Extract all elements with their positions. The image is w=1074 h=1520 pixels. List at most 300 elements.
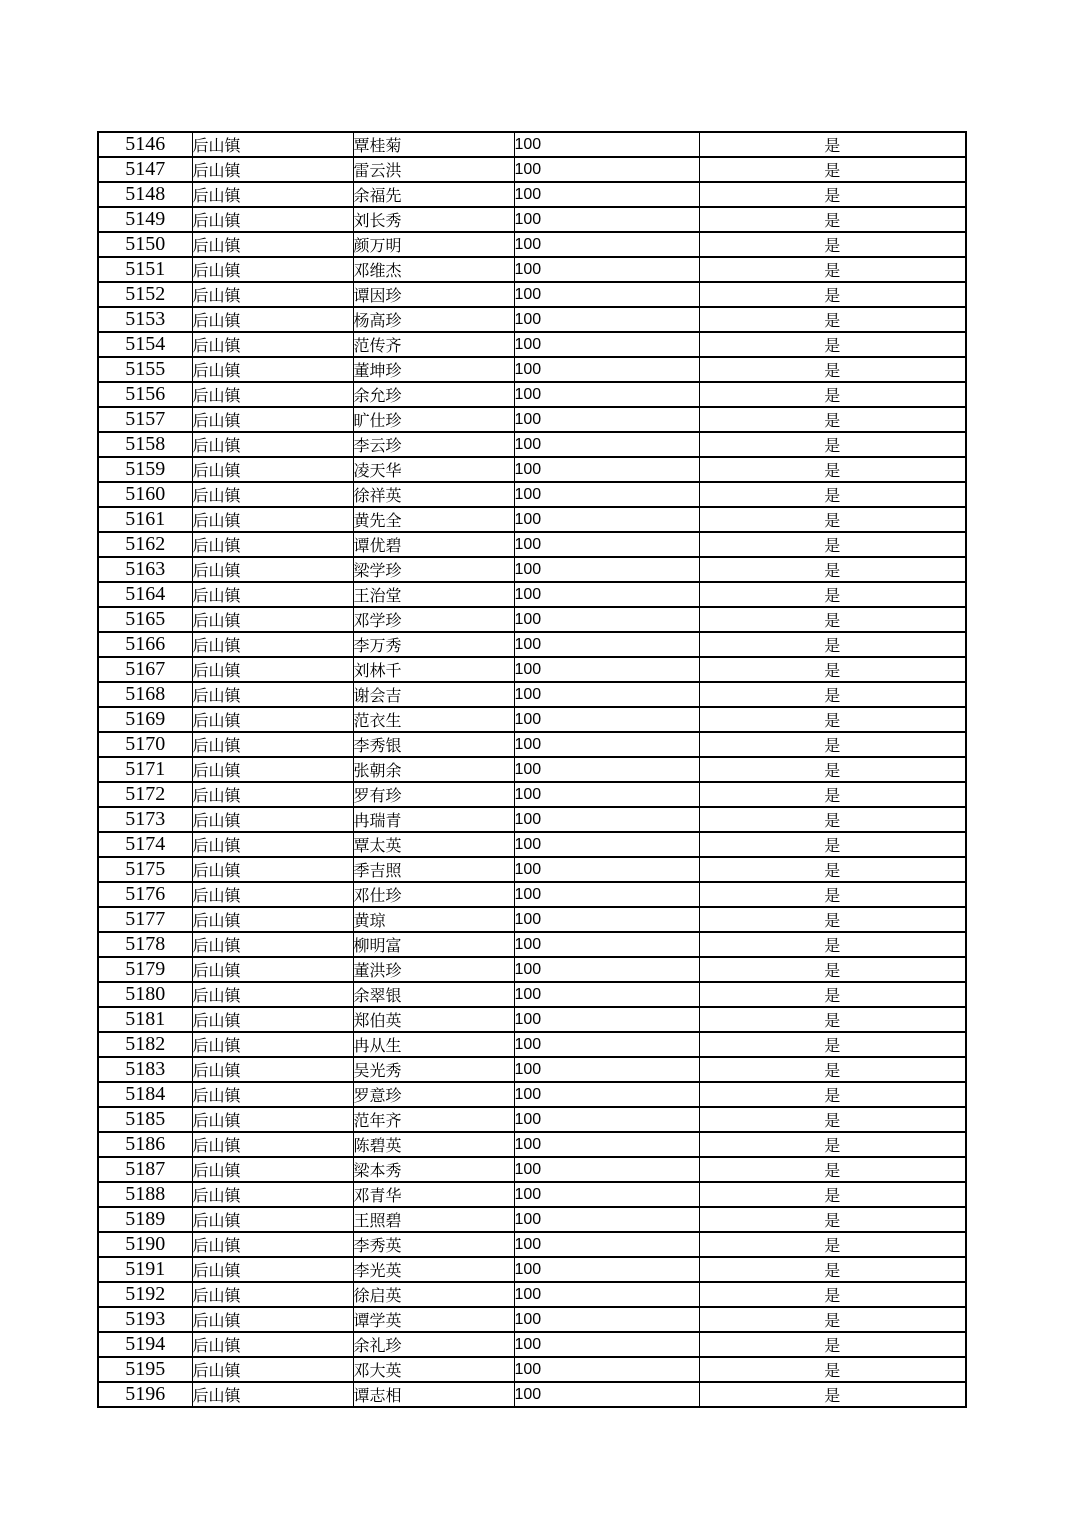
cell-yes-flag: 是 <box>699 232 966 257</box>
cell-town-name: 后山镇 <box>192 1007 353 1032</box>
cell-town-name: 后山镇 <box>192 1057 353 1082</box>
cell-record-number: 5187 <box>98 1157 192 1182</box>
cell-yes-flag: 是 <box>699 1182 966 1207</box>
cell-yes-flag: 是 <box>699 607 966 632</box>
table-row <box>98 1357 966 1382</box>
cell-score-value: 100 <box>514 982 699 1007</box>
cell-person-name: 梁本秀 <box>353 1157 514 1182</box>
cell-yes-flag: 是 <box>699 882 966 907</box>
cell-yes-flag: 是 <box>699 632 966 657</box>
cell-person-name: 覃桂菊 <box>353 132 514 157</box>
table-row <box>98 532 966 557</box>
cell-person-name: 刘林千 <box>353 657 514 682</box>
cell-record-number: 5166 <box>98 632 192 657</box>
cell-score-value: 100 <box>514 607 699 632</box>
cell-score-value: 100 <box>514 557 699 582</box>
cell-town-name: 后山镇 <box>192 1082 353 1107</box>
cell-record-number: 5184 <box>98 1082 192 1107</box>
table-row <box>98 682 966 707</box>
cell-town-name: 后山镇 <box>192 157 353 182</box>
cell-record-number: 5170 <box>98 732 192 757</box>
cell-score-value: 100 <box>514 732 699 757</box>
cell-town-name: 后山镇 <box>192 907 353 932</box>
cell-town-name: 后山镇 <box>192 707 353 732</box>
cell-person-name: 余福先 <box>353 182 514 207</box>
cell-town-name: 后山镇 <box>192 832 353 857</box>
cell-yes-flag: 是 <box>699 257 966 282</box>
cell-town-name: 后山镇 <box>192 182 353 207</box>
cell-score-value: 100 <box>514 882 699 907</box>
cell-score-value: 100 <box>514 932 699 957</box>
table-row <box>98 807 966 832</box>
cell-yes-flag: 是 <box>699 432 966 457</box>
cell-person-name: 雷云洪 <box>353 157 514 182</box>
cell-town-name: 后山镇 <box>192 1282 353 1307</box>
cell-record-number: 5194 <box>98 1332 192 1357</box>
table-row <box>98 607 966 632</box>
cell-town-name: 后山镇 <box>192 582 353 607</box>
table-row <box>98 482 966 507</box>
table-row <box>98 982 966 1007</box>
cell-person-name: 王照碧 <box>353 1207 514 1232</box>
table-row <box>98 632 966 657</box>
cell-yes-flag: 是 <box>699 1357 966 1382</box>
cell-yes-flag: 是 <box>699 182 966 207</box>
cell-person-name: 董洪珍 <box>353 957 514 982</box>
table-row <box>98 757 966 782</box>
cell-score-value: 100 <box>514 232 699 257</box>
cell-record-number: 5175 <box>98 857 192 882</box>
cell-person-name: 李云珍 <box>353 432 514 457</box>
table-row <box>98 832 966 857</box>
cell-yes-flag: 是 <box>699 932 966 957</box>
cell-score-value: 100 <box>514 182 699 207</box>
table-row <box>98 407 966 432</box>
cell-record-number: 5146 <box>98 132 192 157</box>
cell-yes-flag: 是 <box>699 382 966 407</box>
cell-yes-flag: 是 <box>699 157 966 182</box>
table-row <box>98 1207 966 1232</box>
cell-record-number: 5186 <box>98 1132 192 1157</box>
table-row <box>98 782 966 807</box>
cell-town-name: 后山镇 <box>192 207 353 232</box>
cell-record-number: 5151 <box>98 257 192 282</box>
table-row <box>98 1232 966 1257</box>
cell-town-name: 后山镇 <box>192 882 353 907</box>
cell-record-number: 5176 <box>98 882 192 907</box>
cell-yes-flag: 是 <box>699 557 966 582</box>
cell-town-name: 后山镇 <box>192 532 353 557</box>
cell-person-name: 梁学珍 <box>353 557 514 582</box>
cell-record-number: 5171 <box>98 757 192 782</box>
cell-record-number: 5189 <box>98 1207 192 1232</box>
cell-record-number: 5161 <box>98 507 192 532</box>
table-row <box>98 1282 966 1307</box>
cell-person-name: 李秀英 <box>353 1232 514 1257</box>
cell-person-name: 谢会吉 <box>353 682 514 707</box>
cell-record-number: 5177 <box>98 907 192 932</box>
cell-yes-flag: 是 <box>699 282 966 307</box>
cell-town-name: 后山镇 <box>192 307 353 332</box>
table-row <box>98 957 966 982</box>
table-row <box>98 707 966 732</box>
cell-record-number: 5190 <box>98 1232 192 1257</box>
cell-person-name: 黄琼 <box>353 907 514 932</box>
cell-record-number: 5169 <box>98 707 192 732</box>
table-row <box>98 132 966 157</box>
cell-town-name: 后山镇 <box>192 432 353 457</box>
cell-record-number: 5183 <box>98 1057 192 1082</box>
table-row <box>98 232 966 257</box>
cell-record-number: 5150 <box>98 232 192 257</box>
cell-record-number: 5195 <box>98 1357 192 1382</box>
cell-person-name: 余礼珍 <box>353 1332 514 1357</box>
cell-yes-flag: 是 <box>699 757 966 782</box>
cell-person-name: 余允珍 <box>353 382 514 407</box>
cell-town-name: 后山镇 <box>192 1232 353 1257</box>
cell-score-value: 100 <box>514 1157 699 1182</box>
cell-score-value: 100 <box>514 1257 699 1282</box>
cell-person-name: 郑伯英 <box>353 1007 514 1032</box>
cell-yes-flag: 是 <box>699 907 966 932</box>
cell-record-number: 5147 <box>98 157 192 182</box>
cell-record-number: 5179 <box>98 957 192 982</box>
cell-person-name: 徐祥英 <box>353 482 514 507</box>
cell-record-number: 5191 <box>98 1257 192 1282</box>
cell-yes-flag: 是 <box>699 507 966 532</box>
cell-record-number: 5163 <box>98 557 192 582</box>
cell-town-name: 后山镇 <box>192 457 353 482</box>
cell-person-name: 柳明富 <box>353 932 514 957</box>
cell-score-value: 100 <box>514 307 699 332</box>
cell-person-name: 范衣生 <box>353 707 514 732</box>
cell-town-name: 后山镇 <box>192 957 353 982</box>
cell-score-value: 100 <box>514 1082 699 1107</box>
table-row <box>98 657 966 682</box>
cell-town-name: 后山镇 <box>192 1332 353 1357</box>
cell-town-name: 后山镇 <box>192 632 353 657</box>
cell-person-name: 冉瑞青 <box>353 807 514 832</box>
table-row <box>98 732 966 757</box>
cell-score-value: 100 <box>514 207 699 232</box>
cell-score-value: 100 <box>514 1207 699 1232</box>
cell-yes-flag: 是 <box>699 782 966 807</box>
cell-record-number: 5167 <box>98 657 192 682</box>
cell-score-value: 100 <box>514 332 699 357</box>
cell-score-value: 100 <box>514 707 699 732</box>
cell-record-number: 5178 <box>98 932 192 957</box>
cell-yes-flag: 是 <box>699 1282 966 1307</box>
cell-score-value: 100 <box>514 482 699 507</box>
cell-yes-flag: 是 <box>699 207 966 232</box>
cell-score-value: 100 <box>514 407 699 432</box>
cell-town-name: 后山镇 <box>192 757 353 782</box>
table-row <box>98 1007 966 1032</box>
cell-town-name: 后山镇 <box>192 1257 353 1282</box>
cell-score-value: 100 <box>514 757 699 782</box>
table-row <box>98 382 966 407</box>
cell-person-name: 王治堂 <box>353 582 514 607</box>
cell-record-number: 5162 <box>98 532 192 557</box>
cell-town-name: 后山镇 <box>192 332 353 357</box>
cell-person-name: 李秀银 <box>353 732 514 757</box>
cell-score-value: 100 <box>514 1382 699 1407</box>
cell-score-value: 100 <box>514 807 699 832</box>
cell-yes-flag: 是 <box>699 1382 966 1407</box>
cell-yes-flag: 是 <box>699 1107 966 1132</box>
cell-record-number: 5156 <box>98 382 192 407</box>
cell-yes-flag: 是 <box>699 1032 966 1057</box>
cell-yes-flag: 是 <box>699 1307 966 1332</box>
cell-score-value: 100 <box>514 1357 699 1382</box>
cell-score-value: 100 <box>514 357 699 382</box>
cell-yes-flag: 是 <box>699 457 966 482</box>
cell-yes-flag: 是 <box>699 1007 966 1032</box>
table-row <box>98 1307 966 1332</box>
table-row <box>98 857 966 882</box>
cell-yes-flag: 是 <box>699 1232 966 1257</box>
cell-yes-flag: 是 <box>699 132 966 157</box>
cell-person-name: 黄先全 <box>353 507 514 532</box>
cell-town-name: 后山镇 <box>192 607 353 632</box>
cell-person-name: 谭优碧 <box>353 532 514 557</box>
cell-yes-flag: 是 <box>699 582 966 607</box>
cell-score-value: 100 <box>514 582 699 607</box>
cell-person-name: 范传齐 <box>353 332 514 357</box>
cell-person-name: 邓维杰 <box>353 257 514 282</box>
cell-person-name: 覃太英 <box>353 832 514 857</box>
cell-score-value: 100 <box>514 132 699 157</box>
cell-town-name: 后山镇 <box>192 282 353 307</box>
table-row <box>98 1132 966 1157</box>
cell-score-value: 100 <box>514 1132 699 1157</box>
cell-yes-flag: 是 <box>699 357 966 382</box>
table-row <box>98 1082 966 1107</box>
cell-yes-flag: 是 <box>699 407 966 432</box>
cell-person-name: 谭志相 <box>353 1382 514 1407</box>
table-row <box>98 582 966 607</box>
cell-person-name: 吴光秀 <box>353 1057 514 1082</box>
cell-score-value: 100 <box>514 1307 699 1332</box>
table-row <box>98 1182 966 1207</box>
table-row <box>98 182 966 207</box>
cell-score-value: 100 <box>514 1332 699 1357</box>
cell-score-value: 100 <box>514 532 699 557</box>
cell-person-name: 余翠银 <box>353 982 514 1007</box>
cell-score-value: 100 <box>514 832 699 857</box>
cell-town-name: 后山镇 <box>192 1357 353 1382</box>
table-row <box>98 432 966 457</box>
cell-yes-flag: 是 <box>699 1057 966 1082</box>
cell-yes-flag: 是 <box>699 307 966 332</box>
cell-score-value: 100 <box>514 857 699 882</box>
cell-record-number: 5152 <box>98 282 192 307</box>
cell-person-name: 张朝余 <box>353 757 514 782</box>
cell-yes-flag: 是 <box>699 957 966 982</box>
cell-town-name: 后山镇 <box>192 1132 353 1157</box>
cell-town-name: 后山镇 <box>192 732 353 757</box>
cell-person-name: 陈碧英 <box>353 1132 514 1157</box>
cell-town-name: 后山镇 <box>192 932 353 957</box>
cell-record-number: 5181 <box>98 1007 192 1032</box>
cell-record-number: 5154 <box>98 332 192 357</box>
table-row <box>98 282 966 307</box>
table-row <box>98 1107 966 1132</box>
cell-record-number: 5182 <box>98 1032 192 1057</box>
cell-score-value: 100 <box>514 507 699 532</box>
cell-score-value: 100 <box>514 1057 699 1082</box>
cell-town-name: 后山镇 <box>192 1107 353 1132</box>
cell-town-name: 后山镇 <box>192 232 353 257</box>
table-row <box>98 307 966 332</box>
cell-record-number: 5160 <box>98 482 192 507</box>
cell-town-name: 后山镇 <box>192 1307 353 1332</box>
cell-record-number: 5172 <box>98 782 192 807</box>
cell-score-value: 100 <box>514 1107 699 1132</box>
cell-person-name: 范年齐 <box>353 1107 514 1132</box>
cell-record-number: 5157 <box>98 407 192 432</box>
record-table <box>97 131 967 1408</box>
cell-yes-flag: 是 <box>699 532 966 557</box>
cell-score-value: 100 <box>514 257 699 282</box>
table-row <box>98 1157 966 1182</box>
cell-record-number: 5185 <box>98 1107 192 1132</box>
cell-town-name: 后山镇 <box>192 507 353 532</box>
cell-town-name: 后山镇 <box>192 557 353 582</box>
cell-record-number: 5174 <box>98 832 192 857</box>
cell-score-value: 100 <box>514 957 699 982</box>
table-row <box>98 357 966 382</box>
cell-record-number: 5180 <box>98 982 192 1007</box>
cell-record-number: 5168 <box>98 682 192 707</box>
cell-record-number: 5173 <box>98 807 192 832</box>
cell-record-number: 5148 <box>98 182 192 207</box>
cell-town-name: 后山镇 <box>192 132 353 157</box>
cell-town-name: 后山镇 <box>192 1157 353 1182</box>
cell-score-value: 100 <box>514 632 699 657</box>
cell-score-value: 100 <box>514 1007 699 1032</box>
cell-record-number: 5196 <box>98 1382 192 1407</box>
cell-record-number: 5155 <box>98 357 192 382</box>
cell-yes-flag: 是 <box>699 682 966 707</box>
cell-score-value: 100 <box>514 1282 699 1307</box>
cell-record-number: 5149 <box>98 207 192 232</box>
cell-town-name: 后山镇 <box>192 807 353 832</box>
cell-score-value: 100 <box>514 682 699 707</box>
cell-person-name: 凌天华 <box>353 457 514 482</box>
cell-score-value: 100 <box>514 157 699 182</box>
cell-person-name: 颜万明 <box>353 232 514 257</box>
cell-record-number: 5153 <box>98 307 192 332</box>
cell-town-name: 后山镇 <box>192 657 353 682</box>
cell-person-name: 杨高珍 <box>353 307 514 332</box>
cell-yes-flag: 是 <box>699 482 966 507</box>
table-row <box>98 1257 966 1282</box>
cell-person-name: 谭学英 <box>353 1307 514 1332</box>
table-row <box>98 507 966 532</box>
table-row <box>98 257 966 282</box>
cell-person-name: 冉从生 <box>353 1032 514 1057</box>
cell-score-value: 100 <box>514 282 699 307</box>
cell-yes-flag: 是 <box>699 1132 966 1157</box>
cell-person-name: 邓大英 <box>353 1357 514 1382</box>
cell-record-number: 5193 <box>98 1307 192 1332</box>
cell-score-value: 100 <box>514 782 699 807</box>
cell-town-name: 后山镇 <box>192 682 353 707</box>
cell-person-name: 邓仕珍 <box>353 882 514 907</box>
table-row <box>98 907 966 932</box>
cell-person-name: 邓青华 <box>353 1182 514 1207</box>
cell-town-name: 后山镇 <box>192 382 353 407</box>
cell-record-number: 5188 <box>98 1182 192 1207</box>
cell-yes-flag: 是 <box>699 982 966 1007</box>
table-row <box>98 1382 966 1407</box>
cell-town-name: 后山镇 <box>192 982 353 1007</box>
cell-person-name: 刘长秀 <box>353 207 514 232</box>
table-row <box>98 932 966 957</box>
cell-yes-flag: 是 <box>699 707 966 732</box>
cell-yes-flag: 是 <box>699 807 966 832</box>
cell-yes-flag: 是 <box>699 1207 966 1232</box>
cell-yes-flag: 是 <box>699 1082 966 1107</box>
cell-record-number: 5164 <box>98 582 192 607</box>
table-row <box>98 157 966 182</box>
cell-person-name: 罗有珍 <box>353 782 514 807</box>
cell-person-name: 罗意珍 <box>353 1082 514 1107</box>
cell-yes-flag: 是 <box>699 1257 966 1282</box>
cell-yes-flag: 是 <box>699 332 966 357</box>
cell-score-value: 100 <box>514 457 699 482</box>
cell-person-name: 徐启英 <box>353 1282 514 1307</box>
cell-yes-flag: 是 <box>699 1157 966 1182</box>
cell-person-name: 李光英 <box>353 1257 514 1282</box>
cell-yes-flag: 是 <box>699 832 966 857</box>
cell-yes-flag: 是 <box>699 857 966 882</box>
cell-town-name: 后山镇 <box>192 1382 353 1407</box>
cell-person-name: 邓学珍 <box>353 607 514 632</box>
cell-score-value: 100 <box>514 1182 699 1207</box>
cell-town-name: 后山镇 <box>192 1032 353 1057</box>
cell-town-name: 后山镇 <box>192 257 353 282</box>
cell-score-value: 100 <box>514 432 699 457</box>
table-row <box>98 557 966 582</box>
cell-score-value: 100 <box>514 1232 699 1257</box>
table-row <box>98 1057 966 1082</box>
cell-town-name: 后山镇 <box>192 407 353 432</box>
cell-score-value: 100 <box>514 1032 699 1057</box>
cell-town-name: 后山镇 <box>192 482 353 507</box>
cell-person-name: 董坤珍 <box>353 357 514 382</box>
cell-person-name: 旷仕珍 <box>353 407 514 432</box>
cell-record-number: 5165 <box>98 607 192 632</box>
table-row <box>98 332 966 357</box>
cell-yes-flag: 是 <box>699 657 966 682</box>
cell-town-name: 后山镇 <box>192 857 353 882</box>
cell-yes-flag: 是 <box>699 1332 966 1357</box>
cell-record-number: 5159 <box>98 457 192 482</box>
cell-town-name: 后山镇 <box>192 1182 353 1207</box>
cell-town-name: 后山镇 <box>192 1207 353 1232</box>
cell-person-name: 李万秀 <box>353 632 514 657</box>
cell-score-value: 100 <box>514 657 699 682</box>
cell-town-name: 后山镇 <box>192 357 353 382</box>
table-row <box>98 1032 966 1057</box>
table-row <box>98 457 966 482</box>
cell-score-value: 100 <box>514 382 699 407</box>
table-row <box>98 882 966 907</box>
cell-person-name: 季吉照 <box>353 857 514 882</box>
cell-score-value: 100 <box>514 907 699 932</box>
